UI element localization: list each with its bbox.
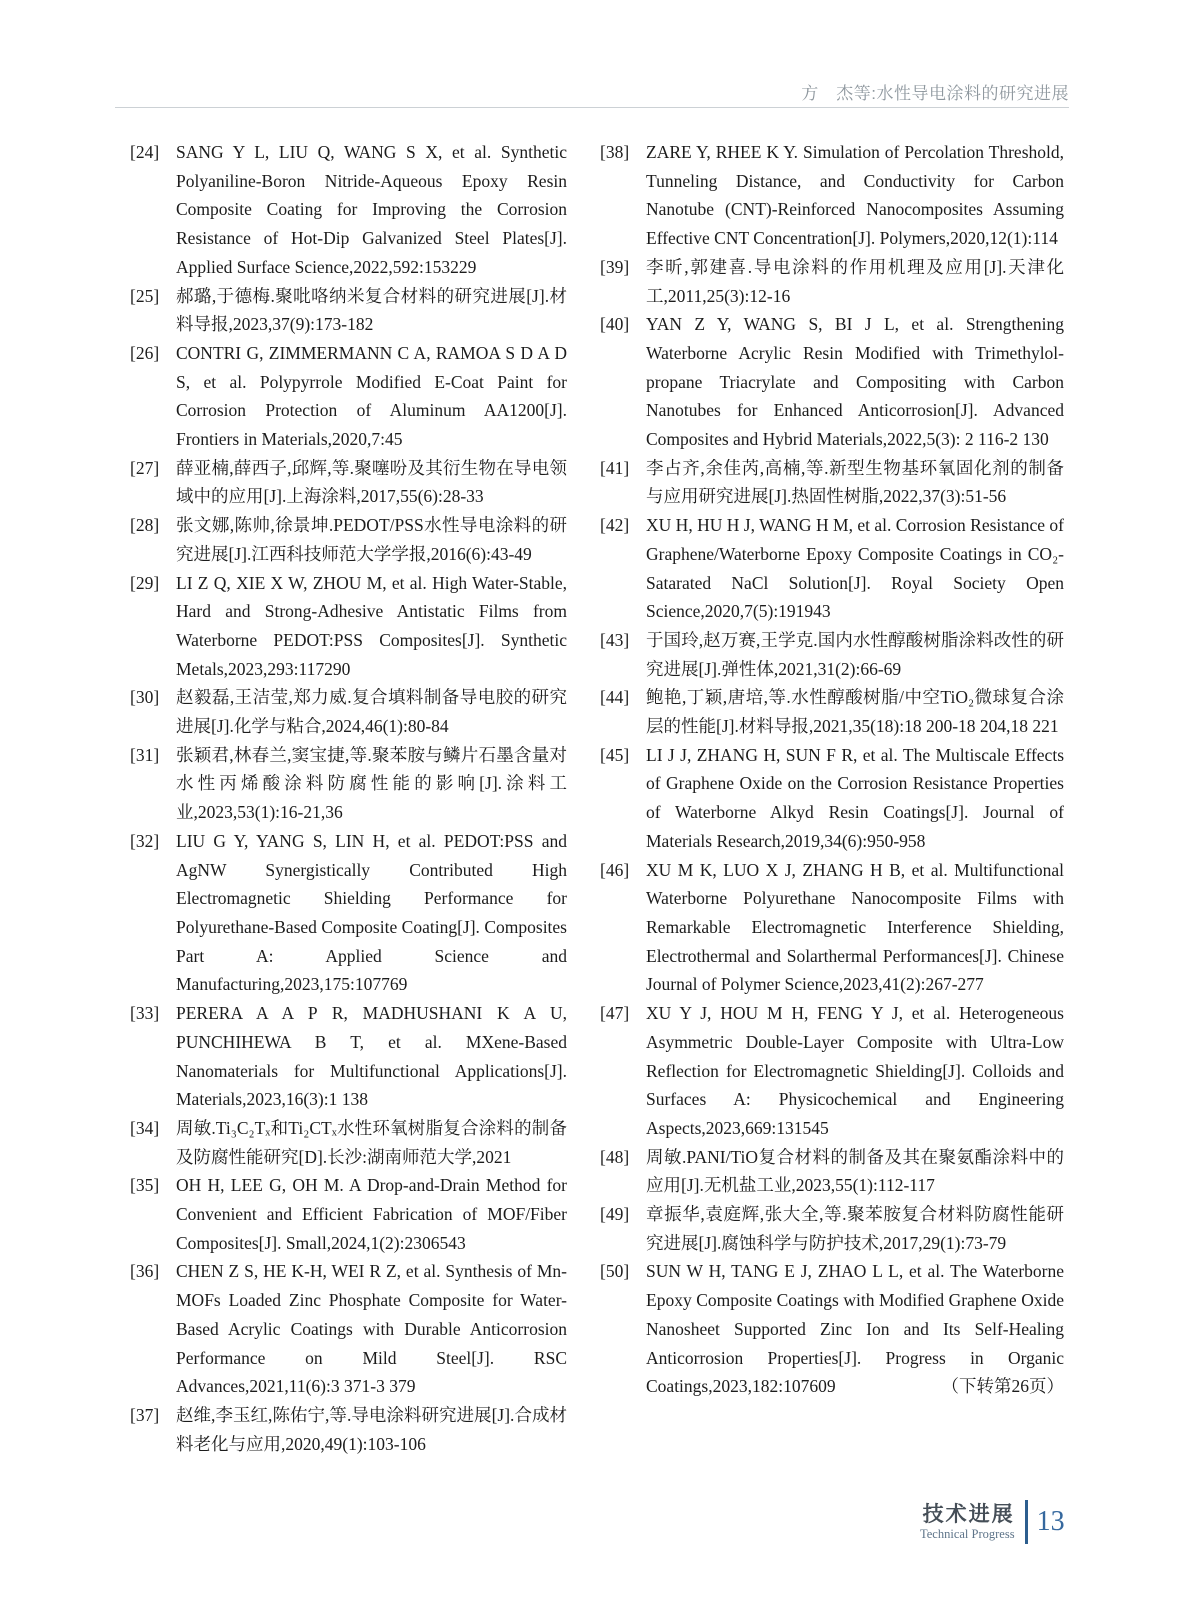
reference-text: 张文娜,陈帅,徐景坤.PEDOT/PSS水性导电涂料的研究进展[J].江西科技师范大学学报,2016(6):43-49	[176, 515, 567, 564]
reference-columns	[130, 138, 1064, 1458]
footer-section-title-en: Technical Progress	[920, 1526, 1015, 1541]
reference-column-left	[130, 138, 567, 1458]
reference-number: [40]	[600, 314, 630, 335]
reference-item	[130, 1401, 567, 1458]
reference-number: [36]	[130, 1261, 160, 1282]
reference-text: LI J J, ZHANG H, SUN F R, et al. The Multiscale Effects of Graphene Oxide on the Corrosion Resistance Properties of Waterborne Alkyd Resin Coatings[J]. Journal of Materials Research,2019,34(6):950-958	[646, 744, 1064, 851]
reference-number: [32]	[130, 830, 160, 851]
page-footer	[920, 1500, 1065, 1544]
reference-item	[130, 454, 567, 511]
reference-item	[600, 511, 1064, 626]
page-number: 13	[1036, 1506, 1065, 1537]
reference-number: [34]	[130, 1117, 160, 1138]
reference-number: [37]	[130, 1404, 160, 1425]
reference-text: 章振华,袁庭辉,张大全,等.聚苯胺复合材料防腐性能研究进展[J].腐蚀科学与防护技术,2017,29(1):73-79	[646, 1204, 1064, 1253]
reference-item	[600, 1257, 1064, 1401]
reference-number: [26]	[130, 342, 160, 363]
reference-number: [46]	[600, 859, 630, 880]
reference-text: CHEN Z S, HE K-H, WEI R Z, et al. Synthesis of Mn-MOFs Loaded Zinc Phosphate Composite for Water-Based Acrylic Coatings with Durable Anticorrosion Performance on Mild Steel[J]. RSC Advances,2021,11(6):3 371-3 379	[176, 1261, 567, 1397]
reference-item	[130, 827, 567, 999]
reference-text: XU H, HU H J, WANG H M, et al. Corrosion Resistance of Graphene/Waterborne Epoxy Composite Coatings in CO₂-Satarated NaCl Solution[J]. Royal Society Open Science,2020,7(5):191943	[646, 515, 1064, 622]
reference-item	[130, 1257, 567, 1401]
reference-number: [31]	[130, 744, 160, 765]
reference-number: [47]	[600, 1003, 630, 1024]
reference-item	[600, 999, 1064, 1143]
reference-text: PERERA A A P R, MADHUSHANI K A U, PUNCHIHEWA B T, et al. MXene-Based Nanomaterials for Multifunctional Applications[J]. Materials,2023,16(3):1 138	[176, 1003, 567, 1110]
reference-text: 薛亚楠,薛西子,邱辉,等.聚噻吩及其衍生物在导电领域中的应用[J].上海涂料,2017,55(6):28-33	[176, 457, 567, 507]
reference-item	[130, 683, 567, 740]
reference-text: 于国玲,赵万赛,王学克.国内水性醇酸树脂涂料改性的研究进展[J].弹性体,2021,31(2):66-69	[646, 629, 1064, 679]
footer-section-title-cn: 技术进展	[922, 1502, 1015, 1526]
reference-number: [41]	[600, 457, 630, 478]
reference-text: 周敏.PANI/TiO复合材料的制备及其在聚氨酯涂料中的应用[J].无机盐工业,2023,55(1):112-117	[646, 1146, 1064, 1196]
reference-text: SANG Y L, LIU Q, WANG S X, et al. Synthetic Polyaniline-Boron Nitride-Aqueous Epoxy Resin Composite Coating for Improving the Corrosion Resistance of Hot-Dip Galvanized Steel Plates[J]. Applied Surface Science,2022,592:153229	[176, 142, 567, 277]
reference-text: 鲍艳,丁颖,唐培,等.水性醇酸树脂/中空TiO₂微球复合涂层的性能[J].材料导报,2021,35(18):18 200-18 204,18 221	[646, 687, 1064, 737]
reference-item	[600, 138, 1064, 253]
reference-number: [42]	[600, 515, 630, 536]
reference-text: 赵毅磊,王洁莹,郑力威.复合填料制备导电胶的研究进展[J].化学与粘合,2024,46(1):80-84	[176, 687, 567, 737]
reference-item	[600, 310, 1064, 454]
reference-number: [28]	[130, 515, 160, 536]
reference-text: 郝璐,于德梅.聚吡咯纳米复合材料的研究进展[J].材料导报,2023,37(9):173-182	[176, 285, 567, 335]
reference-text: XU M K, LUO X J, ZHANG H B, et al. Multifunctional Waterborne Polyurethane Nanocomposite Films with Remarkable Electromagnetic Interference Shielding, Electrothermal and Solarthermal Performances[J]. Chinese Journal of Polymer Science,2023,41(2):267-277	[646, 859, 1064, 995]
reference-item	[130, 1171, 567, 1257]
footer-section-labels	[920, 1503, 1015, 1542]
reference-item	[130, 138, 567, 282]
reference-number: [49]	[600, 1204, 630, 1225]
reference-item	[130, 741, 567, 827]
reference-text: YAN Z Y, WANG S, BI J L, et al. Strengthening Waterborne Acrylic Resin Modified with Trimethylol-propane Triacrylate and Compositing with Carbon Nanotubes for Enhanced Anticorrosion[J]. Advanced Composites and Hybrid Materials,2022,5(3): 2 116-2 130	[646, 314, 1064, 450]
reference-number: [45]	[600, 744, 630, 765]
reference-number: [24]	[130, 142, 160, 162]
reference-item	[130, 569, 567, 684]
reference-text: 李昕,郭建喜.导电涂料的作用机理及应用[J].天津化工,2011,25(3):12-16	[646, 256, 1064, 306]
reference-text: 赵维,李玉红,陈佑宁,等.导电涂料研究进展[J].合成材料老化与应用,2020,49(1):103-106	[176, 1404, 567, 1454]
reference-item	[130, 511, 567, 568]
continuation-note: （下转第26页）	[941, 1376, 1064, 1397]
reference-number: [50]	[600, 1261, 630, 1282]
reference-text: ZARE Y, RHEE K Y. Simulation of Percolation Threshold, Tunneling Distance, and Conductivity for Carbon Nanotube (CNT)-Reinforced Nanocomposites Assuming Effective CNT Concentration[J]. Polymers,2020,12(1):114	[646, 142, 1064, 249]
reference-item	[600, 1200, 1064, 1257]
reference-number: [43]	[600, 629, 630, 650]
reference-text: LIU G Y, YANG S, LIN H, et al. PEDOT:PSS and AgNW Synergistically Contributed High Electromagnetic Shielding Performance for Polyurethane-Based Composite Coating[J]. Composites Part A: Applied Science and Manufacturing,2023,175:107769	[176, 830, 567, 995]
reference-column-right	[600, 138, 1064, 1401]
reference-number: [44]	[600, 687, 630, 708]
reference-text: CONTRI G, ZIMMERMANN C A, RAMOA S D A D S, et al. Polypyrrole Modified E-Coat Paint for Corrosion Protection of Aluminum AA1200[J]. Frontiers in Materials,2020,7:45	[176, 342, 567, 450]
reference-item	[600, 253, 1064, 310]
reference-text: SUN W H, TANG E J, ZHAO L L, et al. The Waterborne Epoxy Composite Coatings with Modified Graphene Oxide Nanosheet Supported Zinc Ion and Its Self-Healing Anticorrosion Properties[J]. Progress in Organic Coatings,2023,182:107609	[646, 1261, 1064, 1397]
reference-number: [27]	[130, 457, 160, 478]
reference-item	[600, 454, 1064, 511]
reference-text: XU Y J, HOU M H, FENG Y J, et al. Heterogeneous Asymmetric Double-Layer Composite with Ultra-Low Reflection for Electromagnetic Shielding[J]. Colloids and Surfaces A: Physicochemical and Engineering Aspects,2023,669:131545	[646, 1003, 1064, 1138]
reference-text: OH H, LEE G, OH M. A Drop-and-Drain Method for Convenient and Efficient Fabrication of MOF/Fiber Composites[J]. Small,2024,1(2):2306543	[176, 1175, 567, 1253]
reference-text: LI Z Q, XIE X W, ZHOU M, et al. High Water-Stable, Hard and Strong-Adhesive Antistatic Films from Waterborne PEDOT:PSS Composites[J]. Synthetic Metals,2023,293:117290	[176, 572, 567, 679]
reference-item	[600, 856, 1064, 1000]
reference-text: 李占齐,余佳芮,高楠,等.新型生物基环氧固化剂的制备与应用研究进展[J].热固性树脂,2022,37(3):51-56	[646, 457, 1064, 507]
reference-number: [38]	[600, 142, 630, 162]
reference-item	[600, 683, 1064, 740]
reference-item	[130, 999, 567, 1114]
reference-text: 周敏.Ti₃C₂Tₓ和Ti₂CTₓ水性环氧树脂复合涂料的制备及防腐性能研究[D].长沙:湖南师范大学,2021	[176, 1117, 567, 1167]
header-rule	[115, 107, 1069, 108]
reference-number: [30]	[130, 687, 160, 708]
reference-number: [25]	[130, 285, 160, 306]
footer-divider-bar	[1025, 1500, 1028, 1544]
reference-item	[130, 282, 567, 339]
reference-item	[600, 1143, 1064, 1200]
running-head-title: 方 杰等:水性导电涂料的研究进展	[801, 84, 1069, 103]
reference-number: [29]	[130, 572, 160, 593]
reference-number: [33]	[130, 1003, 160, 1024]
reference-text: 张颖君,林春兰,窦宝捷,等.聚苯胺与鳞片石墨含量对水性丙烯酸涂料防腐性能的影响[J].涂料工业,2023,53(1):16-21,36	[176, 744, 567, 823]
reference-item	[600, 741, 1064, 856]
reference-number: [48]	[600, 1146, 630, 1167]
reference-item	[130, 339, 567, 454]
reference-number: [39]	[600, 256, 630, 277]
reference-item	[600, 626, 1064, 683]
reference-number: [35]	[130, 1175, 160, 1196]
reference-item	[130, 1114, 567, 1171]
